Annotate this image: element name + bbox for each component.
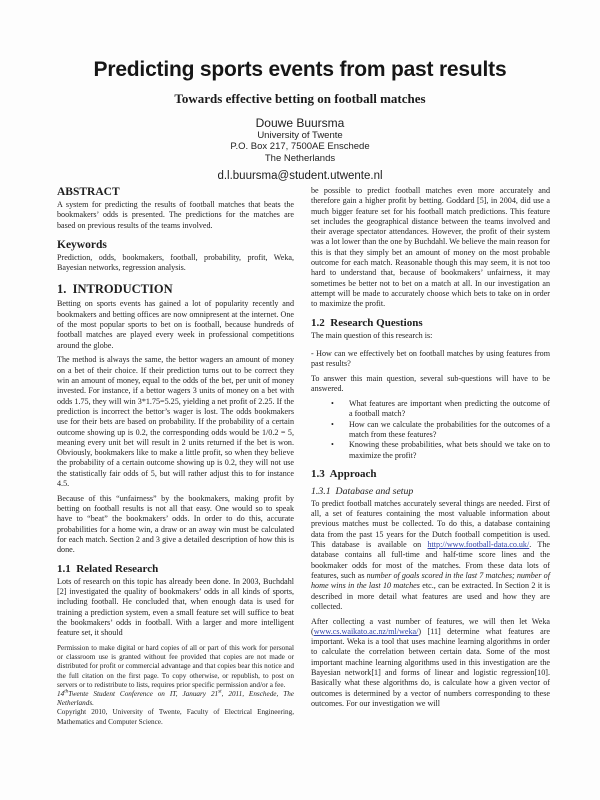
abstract-text: A system for predicting the results of football matches that beats the bookmakers’ odds is presented. The predictions for the matches are based on previous results of the teams involved. [57, 200, 294, 230]
sub-questions-list [311, 399, 550, 461]
paper-subtitle: Towards effective betting on football matches [174, 91, 426, 106]
intro-continued-paragraph: be possible to predict football matches even more accurately and therefore gain a higher profit by betting. Goddard [5], in 2004, did use a much bigger feature set for his football match predictions. This feature set includes the geographical distance between the teams involved and their average spectator attendances. However, the profit of their system was a lot lower than the one by Buchdahl. We believe the main reason for this is that they simply bet an amount of money on the most probable outcome for each match. Reasonable though this may seem, it is not too hard to understand that, because of bookmakers’ unfairness, it may sometimes be better not to bet on a match at all. In our investigation an attempt will be made to accurately choose which bets to take on in order to maximize the profit. [311, 186, 550, 309]
intro-paragraph-1: Betting on sports events has gained a lot of popularity recently and bookmakers and betting offices are now omnipresent at the internet. One of the most popular sports to bet on is football, because hundreds of football matches are played every week in professional competitions around the globe. [57, 299, 294, 350]
left-column [57, 186, 294, 638]
copyright-footnote [57, 644, 294, 727]
paragraph-text: ) [11] determine what features are important. Weka is a tool that uses machine learning algorithms in order to calculate the correlation between certain data. Some of the most important machine learning algorithms used in this investigation are the Bayesian network[1] and forms of linear and logistic regression[10]. Basically what these algorithms do, is calculate how a given vector of outcomes is determined by a vector of numbers corresponding to these outcomes. For our investigation we will [311, 626, 550, 708]
related-research-paragraph: Lots of research on this topic has already been done. In 2003, Buchdahl [2] investigated the quality of bookmakers’ odds in all kinds of sports, including football. He concluded that, when enough data is used for training a prediction system, even a small feature set will suffice to beat the bookmakers’ odds in football. With a larger and more intelligent feature set, it should [57, 576, 294, 638]
sub-questions-intro: To answer this main question, several sub-questions will have to be answered. [311, 373, 550, 394]
main-question: - How can we effectively bet on football matches by using features from past results? [311, 348, 550, 369]
conference-citation-part: , 2011, Enschede, The Netherlands. [57, 690, 294, 708]
sub-question-text: What features are important when predicting the outcome of a football match? [349, 399, 550, 419]
keywords-text: Prediction, odds, bookmakers, football, probability, profit, Weka, Bayesian networks, regression analysis. [57, 252, 294, 273]
paragraph-text: . The database contains all full-time and half-time score lines and the bookmaker odds for most of the matches. From these data lots of features, such as [311, 540, 550, 580]
section-introduction-heading: 1. INTRODUCTION [57, 282, 173, 297]
bullet-icon: • [331, 419, 334, 429]
right-column [311, 186, 550, 714]
affiliation-line-2: P.O. Box 217, 7500AE Enschede [230, 141, 370, 153]
affiliation-line-1: University of Twente [257, 130, 343, 141]
sub-question-text: Knowing these probabilities, what bets should we take on to maximize the profit? [349, 440, 550, 460]
keywords-heading: Keywords [57, 238, 107, 251]
copyright-line: Copyright 2010, University of Twente, Faculty of Electrical Engineering, Mathematics and Computer Science. [57, 708, 294, 726]
conference-citation-part: Twente Student Conference on IT, January 21 [68, 690, 219, 699]
intro-paragraph-2: The method is always the same, the bettor wagers an amount of money on a bet of their choice. If their prediction turns out to be correct they win an amount of money, equal to the odds of the bet, per unit of money invested. For instance, if a bettor wagers 3 units of money on a bet with odds 1.75, they will win 3*1.75=5.25, yielding a net profit of 2.25. If the prediction is incorrect the bettor’s wager is lost. The odds bookmakers use for their bets are based on probability. If the probability of a certain outcome showing up is 0.2, the corresponding odds would be 1/0.2 = 5, meaning every unit bet will result in 2 units returned if the bet is won. Obviously, bookmakers like to make a little profit, so when they believe the probability of a certain outcome showing up is 0.2, they will not use the statistically fair odds of 5, but will rather adjust this to for instance 4.5. [57, 355, 294, 489]
sub-question-text: How can we calculate the probabilities for the outcomes of a match from these features? [349, 419, 550, 439]
database-setup-heading: 1.3.1 Database and setup [311, 485, 414, 497]
conference-citation [57, 690, 294, 708]
related-research-heading: 1.1 Related Research [57, 562, 159, 575]
list-item [311, 399, 550, 420]
list-item [311, 420, 550, 441]
approach-heading: 1.3 Approach [311, 467, 377, 480]
research-questions-heading: 1.2 Research Questions [311, 316, 423, 329]
paper-title: Predicting sports events from past results [93, 58, 507, 81]
author-name: Douwe Buursma [255, 116, 345, 130]
author-email: d.l.buursma@student.utwente.nl [217, 169, 383, 182]
paragraph-text: To predict football matches accurately several things are needed. First of all, a set of features containing the most valuable information about previous matches must be collected. To do this, a database containing data from the past 15 years for the Dutch football competition is used. This database is available on [311, 498, 550, 550]
paragraph-text: After collecting a vast number of features, we will then let Weka ( [311, 616, 550, 636]
bullet-icon: • [331, 399, 334, 409]
weka-link[interactable]: www.cs.waikato.ac.nz/ml/weka/ [313, 626, 419, 636]
approach-paragraph-2 [311, 617, 550, 710]
permission-notice: Permission to make digital or hard copies of all or part of this work for personal or classroom use is granted without fee provided that copies are not made or distributed for profit or commercial advantage and that copies bear this notice and the full citation on the first page. To copy otherwise, or republish, to post on servers or to redistribute to lists, requires prior specific permission and/or a fee. [57, 644, 294, 689]
intro-paragraph-3: Because of this “unfairness” by the bookmakers, making profit by betting on football results is not all that easy. One would so to speak have to “beat” the bookmakers’ odds. In order to do this, accurate probabilities for a home win, a draw or an away win must be calculated for each match. Section 2 and 3 give a detailed description of how this is done. [57, 493, 294, 555]
bullet-icon: • [331, 440, 334, 450]
paragraph-text: etc., can be extracted. In Section 2 it is described in more detail what features are used and how they are collected. [311, 581, 550, 611]
affiliation-line-3: The Netherlands [264, 152, 336, 164]
research-questions-intro: The main question of this research is: [311, 330, 433, 340]
list-item [311, 440, 550, 461]
superscript-st: st [218, 688, 222, 695]
approach-paragraph-1 [311, 499, 550, 612]
feature-example-italic: number of goals scored in the last 7 matches; number of home wins in the last 10 matches [311, 570, 550, 591]
paper-header [0, 58, 600, 182]
superscript-th: th [64, 688, 69, 695]
football-data-link[interactable]: http://www.football-data.co.uk/ [427, 540, 530, 550]
conference-citation-part: 14 [57, 690, 65, 699]
abstract-heading: ABSTRACT [57, 186, 120, 198]
